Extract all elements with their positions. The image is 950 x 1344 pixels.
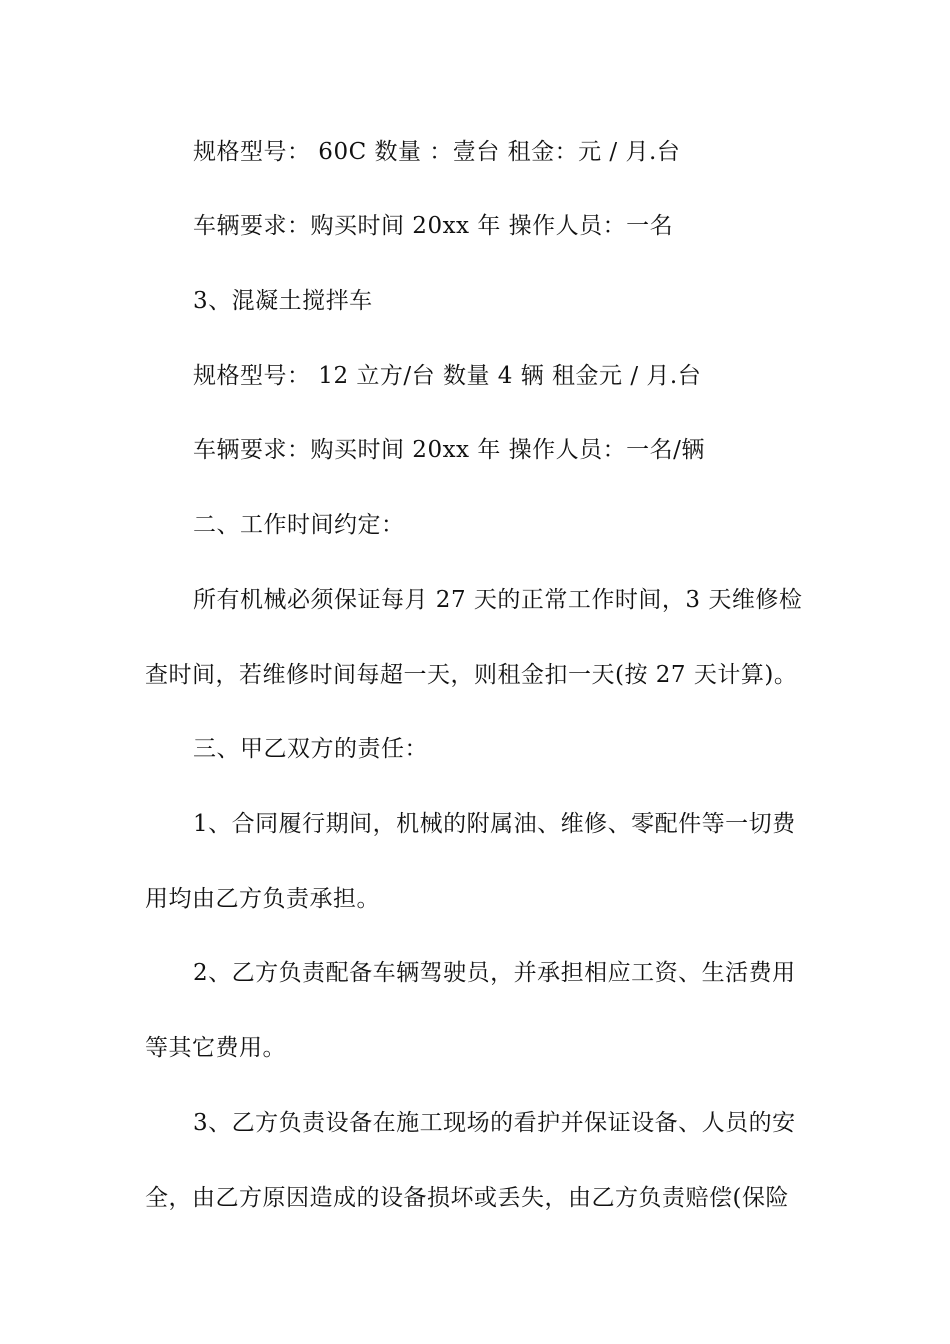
paragraph-work-time-line-1: 所有机械必须保证每月 27 天的正常工作时间，3 天维修检	[193, 587, 803, 613]
paragraph-work-time-line-2: 查时间，若维修时间每超一天，则租金扣一天(按 27 天计算)。	[145, 662, 798, 688]
clause-2-line-2: 等其它费用。	[145, 1035, 286, 1061]
item-heading-mixer-truck: 3、混凝土搅拌车	[193, 288, 373, 314]
clause-3-line-1: 3、乙方负责设备在施工现场的看护并保证设备、人员的安	[193, 1110, 796, 1136]
vehicle-requirement-line-1: 车辆要求：购买时间 20xx 年 操作人员：一名	[193, 213, 674, 239]
section-heading-work-time: 二、工作时间约定：	[193, 512, 405, 538]
clause-1-line-2: 用均由乙方负责承担。	[145, 886, 380, 912]
vehicle-requirement-line-2: 车辆要求：购买时间 20xx 年 操作人员：一名/辆	[193, 437, 705, 463]
clause-3-line-2: 全，由乙方原因造成的设备损坏或丢失，由乙方负责赔偿(保险	[145, 1185, 789, 1211]
clause-1-line-1: 1、合同履行期间，机械的附属油、维修、零配件等一切费	[193, 811, 796, 837]
section-heading-responsibilities: 三、甲乙双方的责任：	[193, 736, 428, 762]
clause-2-line-1: 2、乙方负责配备车辆驾驶员，并承担相应工资、生活费用	[193, 960, 796, 986]
spec-line-2: 规格型号： 12 立方/台 数量 4 辆 租金元 / 月.台	[193, 363, 702, 389]
spec-line-1: 规格型号： 60C 数量 ：壹台 租金：元 / 月.台	[193, 139, 681, 165]
